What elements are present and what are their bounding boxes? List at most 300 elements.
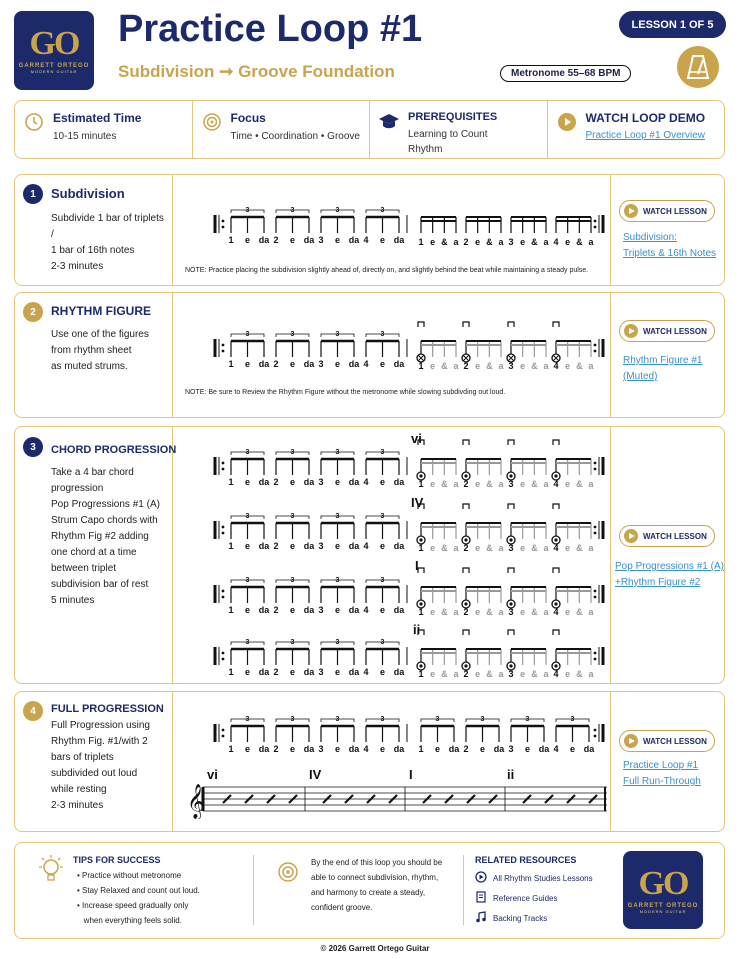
svg-text:2: 2: [273, 541, 279, 551]
svg-text:da: da: [303, 359, 315, 369]
goal-line: confident groove.: [311, 903, 373, 912]
svg-text:3: 3: [245, 639, 250, 646]
svg-text:3: 3: [335, 331, 340, 338]
svg-text:da: da: [258, 744, 270, 754]
step-1-line: 2-3 minutes: [51, 261, 104, 272]
svg-text:2: 2: [273, 235, 279, 245]
svg-text:&: &: [576, 607, 583, 617]
step-2-description: [51, 327, 169, 375]
step-3-line: Pop Progressions #1 (A): [51, 499, 160, 510]
info-demo: [548, 101, 725, 158]
watch-lesson-button[interactable]: [619, 730, 715, 752]
svg-text:&: &: [441, 361, 448, 371]
svg-text:a: a: [453, 669, 459, 679]
svg-text:e: e: [565, 479, 571, 489]
svg-text:2: 2: [463, 744, 469, 754]
link-line: Pop Progressions #1 (A): [615, 561, 724, 572]
svg-text:e: e: [334, 477, 341, 487]
resource-all-rhythm[interactable]: [475, 871, 593, 885]
svg-text:3: 3: [335, 449, 340, 456]
svg-text:da: da: [303, 541, 315, 551]
svg-text:1: 1: [418, 237, 424, 247]
step-4-number: 4: [23, 701, 43, 721]
svg-text:3: 3: [245, 449, 250, 456]
logo-mark: GO: [638, 864, 688, 902]
svg-text:e: e: [475, 669, 481, 679]
music-note-icon: [475, 911, 487, 925]
svg-text:4: 4: [553, 744, 559, 754]
svg-text:&: &: [576, 669, 583, 679]
lesson-badge: LESSON 1 OF 5: [619, 11, 726, 38]
svg-text:e: e: [244, 667, 251, 677]
svg-text:4: 4: [553, 543, 559, 553]
svg-text:da: da: [448, 744, 460, 754]
svg-text:1: 1: [228, 359, 234, 369]
svg-text:da: da: [303, 667, 315, 677]
play-icon: [624, 734, 638, 748]
svg-text:a: a: [453, 237, 459, 247]
svg-text:&: &: [531, 479, 538, 489]
svg-text:e: e: [565, 669, 571, 679]
svg-text:3: 3: [508, 744, 514, 754]
link-line: Rhythm Figure #1: [623, 355, 703, 366]
svg-text:da: da: [303, 605, 315, 615]
svg-text:3: 3: [290, 449, 295, 456]
notation-staff: [185, 331, 615, 371]
logo-name: GARRETT ORTEGO: [18, 63, 90, 69]
svg-text:e: e: [334, 235, 341, 245]
svg-text:&: &: [531, 607, 538, 617]
svg-text:1: 1: [228, 541, 234, 551]
svg-text:3: 3: [290, 207, 295, 214]
step-1-text: [15, 175, 173, 285]
metronome-icon: [677, 46, 719, 88]
play-circle-icon: [475, 871, 487, 885]
svg-text:e: e: [289, 605, 296, 615]
svg-text:a: a: [498, 669, 504, 679]
notation-figure: [185, 331, 615, 373]
svg-text:e: e: [565, 237, 571, 247]
step-3-resources: [610, 427, 724, 683]
svg-text:3: 3: [380, 716, 385, 723]
step-1-resources: [610, 175, 724, 285]
svg-text:&: &: [486, 479, 493, 489]
time-value: 10-15 minutes: [53, 131, 117, 142]
step-3-card: [14, 426, 725, 684]
play-icon: [624, 529, 638, 543]
svg-text:da: da: [538, 744, 550, 754]
step-1-title: Subdivision: [51, 186, 125, 201]
link-line: Full Run-Through: [623, 776, 701, 787]
step-3-link[interactable]: [615, 559, 725, 591]
svg-text:3: 3: [570, 716, 575, 723]
svg-text:&: &: [576, 479, 583, 489]
play-icon: [624, 204, 638, 218]
step-4-line: Rhythm Fig. #1/with 2: [51, 736, 148, 747]
svg-text:da: da: [348, 667, 360, 677]
svg-text:a: a: [498, 237, 504, 247]
goal-text: [311, 855, 442, 915]
time-label: Estimated Time: [53, 111, 142, 125]
svg-text:4: 4: [363, 744, 369, 754]
step-4-resources: [610, 692, 724, 831]
svg-text:4: 4: [553, 669, 559, 679]
svg-text:e: e: [430, 607, 436, 617]
step-4-line: bars of triplets: [51, 752, 114, 763]
svg-text:e: e: [520, 237, 526, 247]
svg-text:&: &: [441, 607, 448, 617]
svg-text:e: e: [379, 359, 386, 369]
tip-item: • Stay Relaxed and count out loud.: [77, 886, 200, 895]
metronome-badge: Metronome 55–68 BPM: [500, 65, 631, 82]
graduation-cap-icon: [378, 111, 400, 133]
footer: © 2026 Garrett Ortego Guitar: [320, 944, 430, 953]
info-time: [15, 101, 193, 158]
step-1-card: [14, 174, 725, 286]
svg-text:a: a: [453, 607, 459, 617]
resource-label: All Rhythm Studies Lessons: [493, 873, 593, 883]
chord-label: I: [415, 558, 419, 573]
svg-text:3: 3: [290, 577, 295, 584]
svg-text:e: e: [520, 543, 526, 553]
svg-text:4: 4: [363, 235, 369, 245]
svg-text:2: 2: [463, 237, 469, 247]
svg-text:1: 1: [228, 605, 234, 615]
notation-figure: [185, 716, 615, 758]
svg-text:e: e: [244, 744, 251, 754]
svg-text:3: 3: [245, 207, 250, 214]
link-line: (Muted): [623, 371, 658, 382]
step-3-title: CHORD PROGRESSION: [51, 444, 177, 456]
step-3-line: one chord at a time: [51, 547, 137, 558]
svg-text:e: e: [430, 479, 436, 489]
notation-staff: [185, 449, 615, 489]
svg-text:e: e: [379, 477, 386, 487]
svg-text:e: e: [334, 744, 341, 754]
svg-text:e: e: [520, 479, 526, 489]
step-4-link[interactable]: [623, 758, 723, 790]
svg-text:a: a: [498, 479, 504, 489]
svg-text:e: e: [430, 361, 436, 371]
brand-logo: [623, 851, 703, 929]
svg-text:da: da: [348, 477, 360, 487]
step-2-text: [15, 293, 173, 417]
svg-text:3: 3: [508, 479, 514, 489]
page-subtitle: [118, 62, 395, 82]
svg-text:&: &: [531, 237, 538, 247]
step-4-line: while resting: [51, 784, 107, 795]
svg-text:e: e: [379, 541, 386, 551]
svg-text:4: 4: [553, 607, 559, 617]
play-icon: [624, 324, 638, 338]
svg-text:&: &: [531, 361, 538, 371]
svg-text:da: da: [348, 541, 360, 551]
svg-text:da: da: [393, 477, 405, 487]
svg-text:2: 2: [463, 543, 469, 553]
svg-text:3: 3: [318, 605, 324, 615]
step-4-text: [15, 692, 173, 831]
resource-label: Reference Guides: [493, 893, 558, 903]
svg-text:1: 1: [418, 669, 424, 679]
link-line: +Rhythm Figure #2: [615, 577, 701, 588]
svg-text:2: 2: [273, 359, 279, 369]
prereq-label: PREREQUISITES: [408, 111, 498, 123]
step-3-line: Rhythm Fig #2 adding: [51, 531, 149, 542]
divider: [463, 855, 464, 925]
svg-text:4: 4: [553, 361, 559, 371]
svg-text:a: a: [543, 237, 549, 247]
target-icon: [201, 111, 223, 133]
svg-text:da: da: [258, 667, 270, 677]
svg-text:3: 3: [335, 577, 340, 584]
target-icon: [277, 861, 299, 888]
svg-text:1: 1: [418, 744, 424, 754]
svg-text:e: e: [244, 359, 251, 369]
svg-text:e: e: [475, 607, 481, 617]
svg-text:da: da: [393, 667, 405, 677]
svg-text:a: a: [453, 479, 459, 489]
notation-figure: [185, 577, 615, 619]
info-prereq: [370, 101, 548, 158]
resource-label: Backing Tracks: [493, 913, 548, 923]
svg-text:da: da: [303, 744, 315, 754]
step-4-line: 2-3 minutes: [51, 800, 104, 811]
svg-text:a: a: [543, 361, 549, 371]
step-2-note: NOTE: Be sure to Review the Rhythm Figure without the metronome while slowing subdivding out loud.: [185, 389, 506, 396]
svg-text:e: e: [569, 744, 576, 754]
step-1-number: 1: [23, 184, 43, 204]
step-3-line: subdivision bar of rest: [51, 579, 149, 590]
svg-text:&: &: [576, 237, 583, 247]
svg-text:3: 3: [435, 716, 440, 723]
tip-item: • Practice without metronome: [77, 871, 182, 880]
svg-text:e: e: [430, 237, 436, 247]
tips-list: [77, 868, 200, 928]
svg-text:&: &: [531, 669, 538, 679]
button-label: WATCH LESSON: [643, 736, 707, 746]
step-1-note: NOTE: Practice placing the subdivision slightly ahead of, directly on, and slightly behind the beat while maintaining a steady pulse.: [185, 267, 589, 274]
svg-text:&: &: [486, 607, 493, 617]
svg-text:e: e: [334, 605, 341, 615]
svg-text:da: da: [583, 744, 595, 754]
svg-text:3: 3: [245, 577, 250, 584]
logo-sub: MODERN GUITAR: [30, 69, 78, 74]
svg-text:&: &: [486, 669, 493, 679]
chord-label: vi: [411, 431, 422, 446]
svg-text:3: 3: [245, 716, 250, 723]
svg-text:e: e: [334, 359, 341, 369]
info-bar: [14, 100, 725, 159]
svg-text:3: 3: [318, 541, 324, 551]
notation-staff: [185, 513, 615, 553]
goal-line: able to connect subdivision, rhythm,: [311, 873, 439, 882]
document-icon: [475, 891, 487, 905]
prereq-value: Learning to Count Rhythm: [408, 129, 488, 155]
svg-text:2: 2: [273, 667, 279, 677]
svg-text:2: 2: [273, 605, 279, 615]
svg-text:3: 3: [318, 359, 324, 369]
demo-label: WATCH LOOP DEMO: [585, 111, 706, 125]
svg-text:𝄞: 𝄞: [187, 784, 205, 819]
svg-text:&: &: [441, 669, 448, 679]
step-3-line: Strum Capo chords with: [51, 515, 158, 526]
notation-figure: [185, 449, 615, 491]
svg-text:3: 3: [335, 513, 340, 520]
svg-text:e: e: [289, 477, 296, 487]
button-label: WATCH LESSON: [643, 531, 707, 541]
svg-text:3: 3: [290, 639, 295, 646]
logo-sub: MODERN GUITAR: [639, 908, 687, 914]
svg-text:&: &: [486, 543, 493, 553]
button-label: WATCH LESSON: [643, 326, 707, 336]
svg-text:da: da: [348, 359, 360, 369]
svg-text:e: e: [289, 359, 296, 369]
svg-text:2: 2: [463, 607, 469, 617]
svg-text:3: 3: [290, 513, 295, 520]
svg-text:e: e: [434, 744, 441, 754]
step-4-line: Full Progression using: [51, 720, 150, 731]
step-2-line: as muted strums.: [51, 361, 128, 372]
svg-text:a: a: [543, 543, 549, 553]
svg-text:a: a: [498, 543, 504, 553]
subtitle-right: Groove Foundation: [238, 62, 395, 81]
step-2-resources: [610, 293, 724, 417]
tips-title: TIPS FOR SUCCESS: [73, 855, 161, 865]
step-2-card: [14, 292, 725, 418]
svg-text:e: e: [289, 235, 296, 245]
svg-text:&: &: [531, 543, 538, 553]
resource-backing[interactable]: [475, 911, 593, 925]
svg-text:3: 3: [380, 207, 385, 214]
notation-figure: [185, 513, 615, 555]
svg-text:3: 3: [245, 331, 250, 338]
step-2-line: from rhythm sheet: [51, 345, 132, 356]
svg-text:1: 1: [228, 744, 234, 754]
svg-text:a: a: [543, 479, 549, 489]
svg-text:da: da: [348, 744, 360, 754]
step-3-line: progression: [51, 483, 104, 494]
svg-text:e: e: [565, 543, 571, 553]
svg-text:a: a: [543, 669, 549, 679]
watch-lesson-button[interactable]: [619, 320, 715, 342]
svg-text:e: e: [244, 235, 251, 245]
svg-text:e: e: [520, 607, 526, 617]
step-4-description: [51, 718, 169, 814]
step-3-line: between triplet: [51, 563, 117, 574]
svg-text:a: a: [588, 361, 594, 371]
focus-value: Time • Coordination • Groove: [230, 131, 360, 142]
step-3-line: Take a 4 bar chord: [51, 467, 134, 478]
step-4-card: [14, 691, 725, 832]
svg-text:3: 3: [380, 513, 385, 520]
svg-text:da: da: [258, 477, 270, 487]
svg-text:4: 4: [363, 477, 369, 487]
svg-text:1: 1: [418, 479, 424, 489]
step-3-description: [51, 465, 169, 609]
svg-text:2: 2: [273, 477, 279, 487]
svg-text:1: 1: [228, 667, 234, 677]
chord-label: I: [409, 767, 413, 782]
clock-icon: [23, 111, 45, 133]
svg-text:3: 3: [335, 716, 340, 723]
svg-text:1: 1: [418, 607, 424, 617]
svg-text:e: e: [379, 744, 386, 754]
tip-item: when everything feels solid.: [83, 916, 182, 925]
svg-text:&: &: [486, 361, 493, 371]
svg-text:3: 3: [290, 716, 295, 723]
svg-text:da: da: [303, 235, 315, 245]
resource-reference[interactable]: [475, 891, 593, 905]
svg-text:2: 2: [463, 479, 469, 489]
svg-text:&: &: [441, 479, 448, 489]
watch-lesson-button[interactable]: [619, 200, 715, 222]
tip-item: • Increase speed gradually only: [77, 901, 189, 910]
svg-text:e: e: [334, 667, 341, 677]
focus-label: Focus: [230, 111, 266, 125]
svg-text:a: a: [498, 361, 504, 371]
step-1-line: 1 bar of 16th notes: [51, 245, 135, 256]
demo-link[interactable]: Practice Loop #1 Overview: [585, 130, 706, 141]
svg-text:3: 3: [380, 449, 385, 456]
svg-text:3: 3: [335, 207, 340, 214]
svg-text:e: e: [244, 541, 251, 551]
svg-text:e: e: [430, 669, 436, 679]
svg-text:e: e: [475, 479, 481, 489]
step-1-link[interactable]: [623, 230, 723, 262]
svg-text:&: &: [576, 361, 583, 371]
notation-staff: [185, 716, 615, 756]
svg-text:a: a: [453, 543, 459, 553]
svg-text:da: da: [393, 744, 405, 754]
notation-figure: [185, 639, 615, 681]
svg-text:3: 3: [290, 331, 295, 338]
svg-text:4: 4: [363, 605, 369, 615]
link-line: Practice Loop #1: [623, 760, 699, 771]
chord-label: ii: [413, 622, 421, 637]
step-2-link[interactable]: [623, 353, 723, 385]
svg-text:4: 4: [363, 667, 369, 677]
arrow-icon: ➞: [219, 62, 234, 81]
svg-text:1: 1: [228, 477, 234, 487]
notation-staff: [185, 577, 615, 617]
step-2-line: Use one of the figures: [51, 329, 149, 340]
svg-text:a: a: [588, 669, 594, 679]
svg-text:e: e: [565, 361, 571, 371]
svg-text:3: 3: [380, 331, 385, 338]
step-1-line: Subdivide 1 bar of triplets /: [51, 213, 164, 240]
svg-text:da: da: [258, 605, 270, 615]
svg-text:e: e: [524, 744, 531, 754]
watch-lesson-button[interactable]: [619, 525, 715, 547]
svg-text:e: e: [289, 744, 296, 754]
svg-text:&: &: [576, 543, 583, 553]
svg-text:e: e: [475, 543, 481, 553]
svg-text:3: 3: [335, 639, 340, 646]
svg-text:da: da: [393, 605, 405, 615]
svg-text:da: da: [393, 235, 405, 245]
svg-text:da: da: [258, 541, 270, 551]
svg-text:1: 1: [418, 543, 424, 553]
goal-line: By the end of this loop you should be: [311, 858, 443, 867]
svg-text:e: e: [244, 477, 251, 487]
svg-text:4: 4: [363, 359, 369, 369]
svg-text:da: da: [393, 359, 405, 369]
step-3-line: 5 minutes: [51, 595, 95, 606]
svg-text:a: a: [453, 361, 459, 371]
svg-text:da: da: [258, 359, 270, 369]
lightbulb-icon: [37, 855, 65, 890]
chord-label: vi: [207, 767, 218, 782]
